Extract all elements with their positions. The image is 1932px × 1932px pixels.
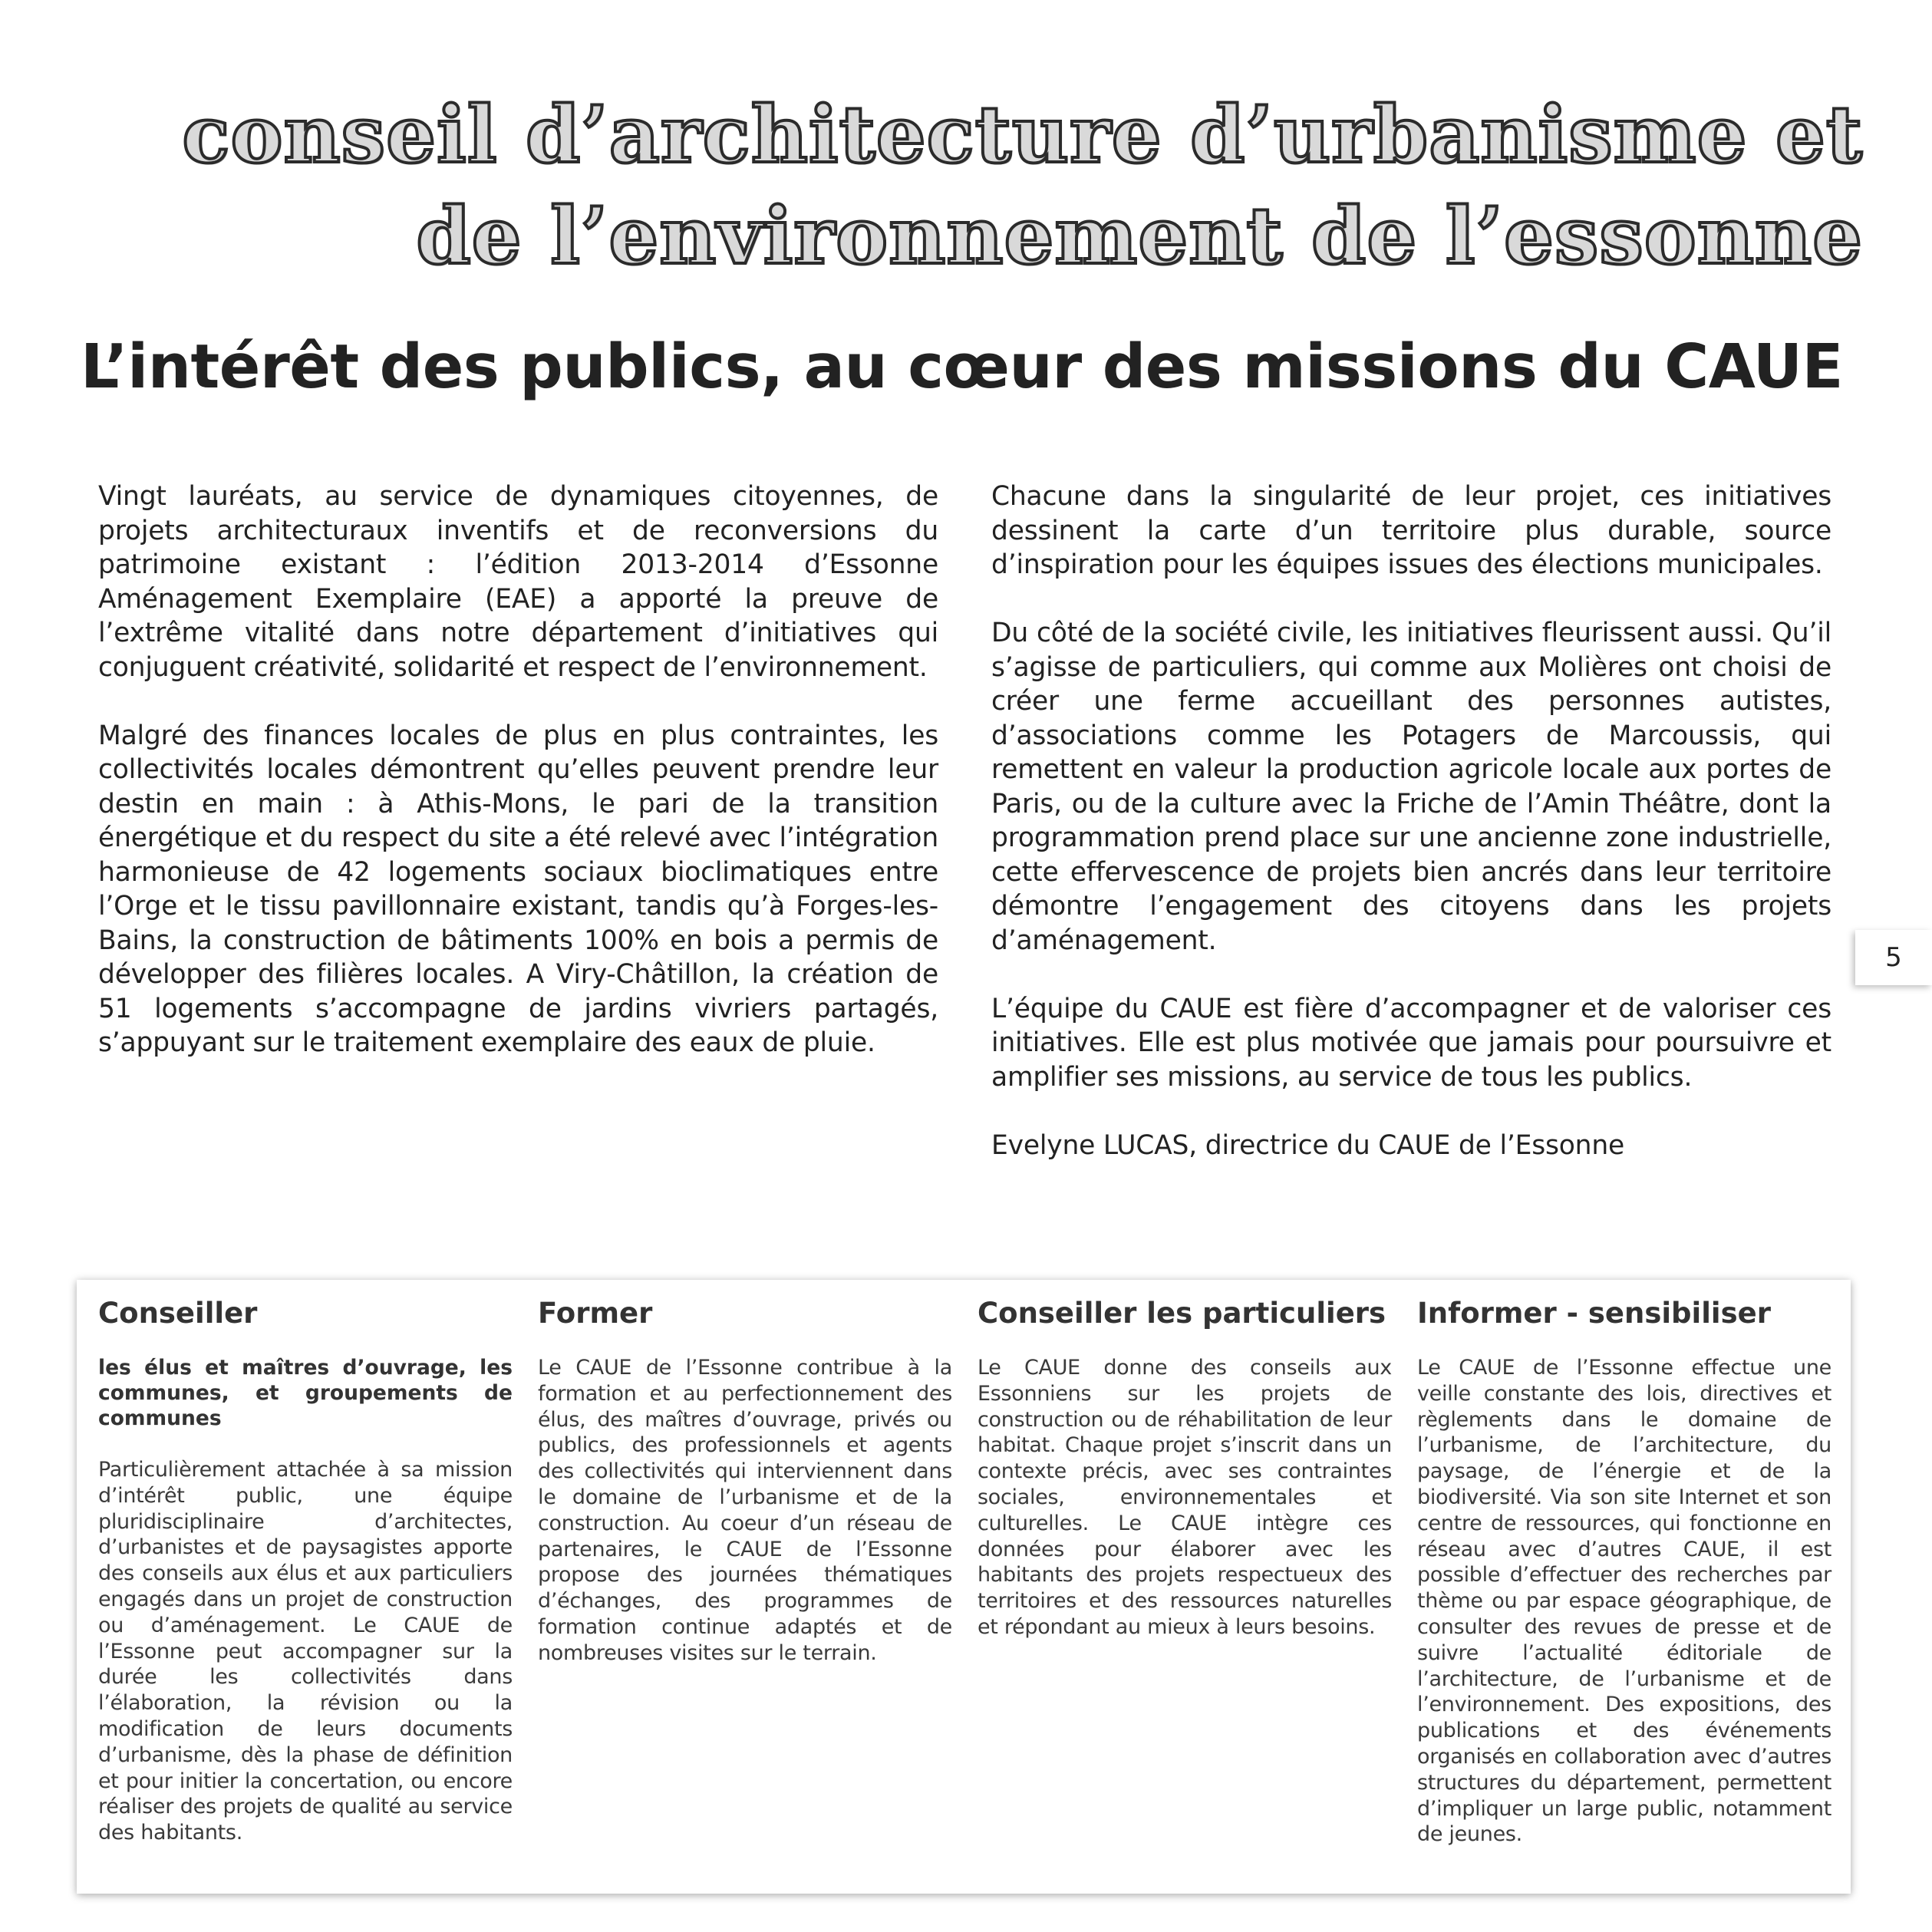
left-text-column xyxy=(98,480,938,1094)
mission-text: Particulièrement attachée à sa mission d’intérêt public, une équipe pluridisciplinaire d’architectes, d’urbanistes et de paysagistes apporte des conseils aux élus et aux particuliers engagés dans un projet de construction ou d’aménagement. Le CAUE de l’Essonne peut accompagner sur la durée les collectivités dans l’élaboration, la révision ou la modification de leurs documents d’urbanisme, dès la phase de définition et pour initier la concertation, ou encore réaliser des projets de qualité au service des habitants. xyxy=(98,1458,513,1845)
paragraph: Vingt lauréats, au service de dynamiques citoyennes, de projets architecturaux inventifs et de reconversions du patrimoine existant : l’édition 2013-2014 d’Essonne Aménagement Exemplaire (EAE) a apporté la preuve de l’extrême vitalité dans notre département d’initiatives qui conjuguent créativité, solidarité et respect de l’environnement. xyxy=(98,481,938,683)
mission-former xyxy=(538,1295,952,1667)
organization-title xyxy=(75,84,1863,287)
mission-informer-sensibiliser xyxy=(1417,1295,1831,1848)
mission-text: Le CAUE de l’Essonne contribue à la formation et au perfectionnement des élus, des maîtres d’ouvrage, privés ou publics, des professionnels et agents des collectivités qui interviennent dans le domaine de l’urbanisme et de la construction. Au coeur d’un réseau de partenaires, le CAUE de l’Essonne propose des journées thématiques d’échanges, des programmes de formation continue adaptés et de nombreuses visites sur le terrain. xyxy=(538,1356,952,1665)
organization-title-line-1: conseil d’architecture d’urbanisme et xyxy=(182,89,1863,181)
mission-conseiller xyxy=(98,1295,513,1846)
organization-title-line-2: de l’environnement de l’essonne xyxy=(416,190,1863,282)
mission-title: Informer - sensibiliser xyxy=(1417,1297,1771,1330)
mission-title: Former xyxy=(538,1297,653,1330)
paragraph: Chacune dans la singularité de leur projet, ces initiatives dessinent la carte d’un territoire plus durable, source d’inspiration pour les équipes issues des élections municipales. xyxy=(991,481,1831,580)
paragraph: Du côté de la société civile, les initiatives fleurissent aussi. Qu’il s’agisse de particuliers, qui comme aux Molières ont choisi de créer une ferme accueillant des personnes autistes, d’associations comme les Potagers de Marcoussis, qui remettent en valeur la production agricole locale aux portes de Paris, ou de la culture avec la Friche de l’Amin Théâtre, dont la programmation prend place sur une ancienne zone industrielle, cette effervescence de projets bien ancrés dans leur territoire démontre l’engagement des citoyens dans les projets d’aménagement. xyxy=(991,618,1831,956)
mission-title: Conseiller xyxy=(98,1297,258,1330)
signature-line: Evelyne LUCAS, directrice du CAUE de l’Essonne xyxy=(991,1129,1625,1161)
missions-box xyxy=(77,1280,1851,1894)
paragraph: Malgré des finances locales de plus en plus contraintes, les collectivités locales démontrent qu’elles peuvent prendre leur destin en main : à Athis-Mons, le pari de la transition énergétique et du respect du site a été relevé avec l’intégration harmonieuse de 42 logements sociaux bioclimatiques entre l’Orge et le tissu pavillonnaire existant, tandis qu’à Forges-les-Bains, la construction de bâtiments 100% en bois a permis de développer des filières locales. A Viry-Châtillon, la création de 51 logements s’accompagne de jardins vivriers partagés, s’appuyant sur le traitement exemplaire des eaux de pluie. xyxy=(98,720,938,1058)
page-number-tab: 5 xyxy=(1855,930,1932,985)
mission-text: Le CAUE donne des conseils aux Essonniens sur les projets de construction ou de réhabilitation de leur habitat. Chaque projet s’inscrit dans un contexte précis, avec ses contraintes sociales, environnementales et culturelles. Le CAUE intègre ces données pour élaborer avec les habitants des projets respectueux des territoires et des ressources naturelles et répondant au mieux à leurs besoins. xyxy=(978,1356,1392,1639)
mission-conseiller-particuliers xyxy=(978,1295,1392,1640)
mission-title: Conseiller les particuliers xyxy=(978,1297,1386,1330)
right-text-column xyxy=(991,480,1831,1197)
paragraph: L’équipe du CAUE est fière d’accompagner et de valoriser ces initiatives. Elle est plus motivée que jamais pour poursuivre et amplifier ses missions, au service de tous les publics. xyxy=(991,993,1831,1093)
mission-subtitle: les élus et maîtres d’ouvrage, les communes, et groupements de communes xyxy=(98,1356,513,1430)
headline: L’intérêt des publics, au cœur des missions du CAUE xyxy=(81,331,1844,402)
mission-text: Le CAUE de l’Essonne effectue une veille constante des lois, directives et règlements dans le domaine de l’urbanisme, de l’architecture, du paysage, de l’énergie et de la biodiversité. Via son site Internet et son centre de ressources, qui fonctionne en réseau avec d’autres CAUE, il est possible d’effectuer des recherches par thème ou par espace géographique, de consulter des revues de presse et de suivre l’actualité éditoriale de l’architecture, de l’urbanisme et de l’environnement. Des expositions, des publications et des événements organisés en collaboration avec d’autres structures du département, permettent d’impliquer un large public, notamment de jeunes. xyxy=(1417,1356,1831,1847)
